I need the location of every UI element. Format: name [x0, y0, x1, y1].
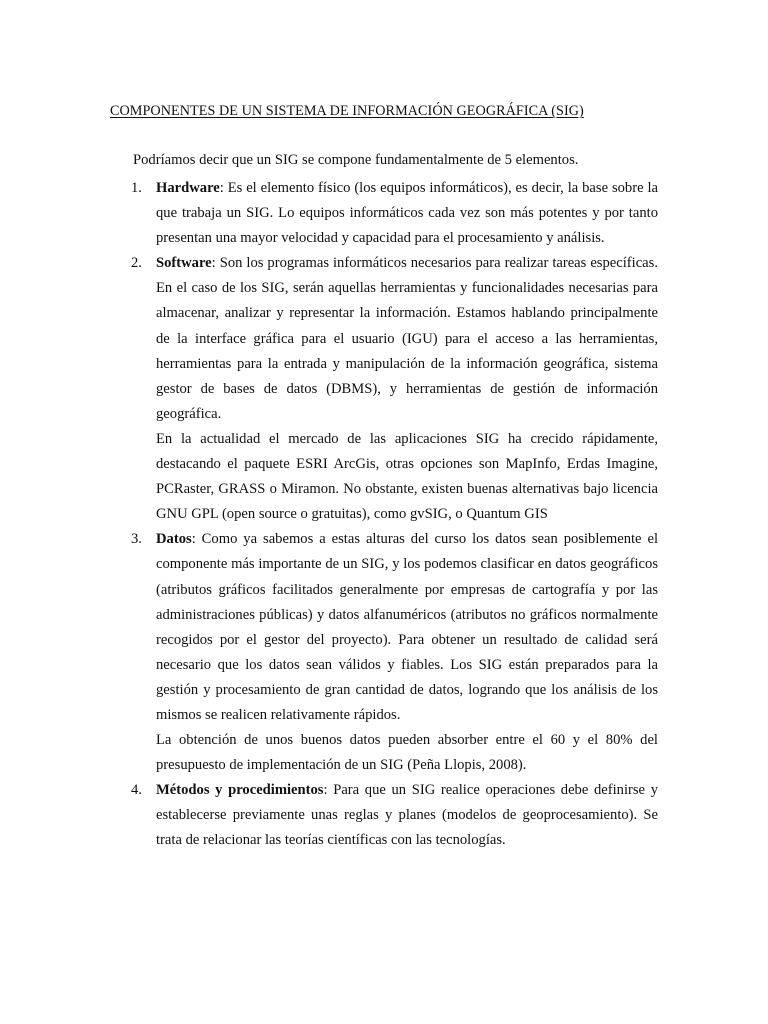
list-item-paragraph [156, 251, 658, 427]
list-item-hardware [131, 176, 658, 251]
list-item-number: 2. [131, 255, 142, 272]
list-item-text: : Como ya sabemos a estas alturas del curso los datos sean posiblemente el componente más importante de un SIG, y los podemos clasificar en datos geográficos (atributos gráficos facilitados generalmente por empresas de cartografía y por las administraciones públicas) y datos alfanuméricos (atributos no gráficos normalmente recogidos por el gestor del proyecto). Para obtener un resultado de calidad será necesario que los datos sean válidos y fiables. Los SIG están preparados para la gestión y procesamiento de gran cantidad de datos, logrando que los análisis de los mismos se realicen relativamente rápidos. [156, 531, 658, 723]
list-item-number: 1. [131, 180, 142, 196]
components-list [131, 176, 658, 854]
list-item-text: : Son los programas informáticos necesarios para realizar tareas específicas. En el caso de los SIG, serán aquellas herramientas y funcionalidades necesarias para almacenar, analizar y representar la información. Estamos hablando principalmente de la interface gráfica para el usuario (IGU) para el acceso a las herramientas, herramientas para la entrada y manipulación de la información geográfica, sistema gestor de bases de datos (DBMS), y herramientas de gestión de información geográfica. [156, 255, 658, 422]
list-item-term: Hardware [156, 180, 220, 196]
list-item-datos [131, 527, 658, 778]
list-item-number: 4. [131, 782, 142, 799]
list-item-term: Métodos y procedimientos [156, 782, 324, 799]
list-item-paragraph [156, 778, 658, 853]
list-item-number: 3. [131, 531, 142, 548]
intro-paragraph: Podríamos decir que un SIG se compone fundamentalmente de 5 elementos. [133, 152, 579, 168]
list-item-paragraph [156, 527, 658, 728]
list-item-text: : Es el elemento físico (los equipos informáticos), es decir, la base sobre la que trabaja un SIG. Lo equipos informáticos cada vez son más potentes y por tanto presentan una mayor velocidad y capacidad para el procesamiento y análisis. [156, 180, 658, 247]
list-item-extra-paragraph: En la actualidad el mercado de las aplicaciones SIG ha crecido rápidamente, destacando el paquete ESRI ArcGis, otras opciones son MapInfo, Erdas Imagine, PCRaster, GRASS o Miramon. No obstante, existen buenas alternativas bajo licencia GNU GPL (open source o gratuitas), como gvSIG, o Quantum GIS [156, 430, 658, 523]
document-title: COMPONENTES DE UN SISTEMA DE INFORMACIÓN GEOGRÁFICA (SIG) [110, 103, 584, 119]
list-item-metodos [131, 778, 658, 853]
list-item-term: Datos [156, 531, 192, 548]
list-item-software [131, 251, 658, 527]
list-item-term: Software [156, 255, 212, 272]
list-item-text: : Para que un SIG realice operaciones debe definirse y establecerse previamente unas reglas y planes (modelos de geoprocesamiento). Se trata de relacionar las teorías científicas con las tecnologías. [156, 782, 658, 849]
list-item-paragraph [156, 176, 658, 251]
list-item-extra-paragraph: La obtención de unos buenos datos pueden absorber entre el 60 y el 80% del presupuesto de implementación de un SIG (Peña Llopis, 2008). [156, 732, 658, 774]
